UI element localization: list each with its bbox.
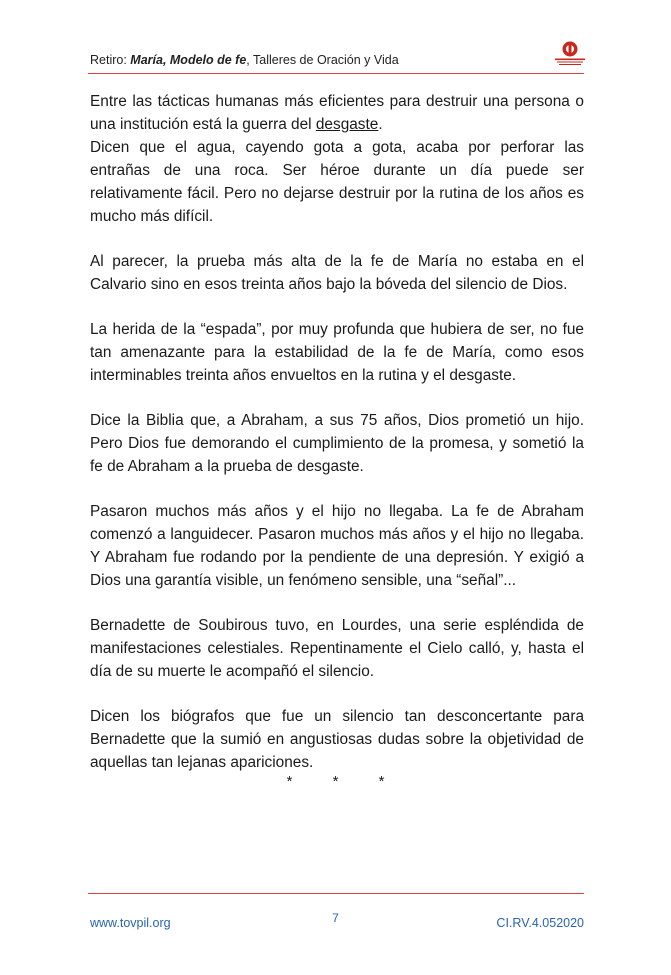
document-body [90,90,584,774]
header-title: María, Modelo de fe [130,53,247,67]
paragraph-3: La herida de la “espada”, por muy profunda que hubiera de ser, no fue tan amenazante para la estabilidad de la fe de María, como esos interminables treinta años envueltos en la rutina y el desgaste. [90,321,584,384]
header-suffix: , Talleres de Oración y Vida [246,53,399,67]
paragraph-4: Dice la Biblia que, a Abraham, a sus 75 años, Dios prometió un hijo. Pero Dios fue demorando el cumplimiento de la promesa, y sometió la fe de Abraham a la prueba de desgaste. [90,412,584,475]
paragraph-5: Pasaron muchos más años y el hijo no llegaba. La fe de Abraham comenzó a languidecer. Pasaron muchos más años y el hijo no llegaba. Y Abraham fue rodando por la pendiente de una depresión. Y exigió a Dios una garantía visible, un fenómeno sensible, una “señal”... [90,503,584,589]
page-header [90,53,399,67]
underlined-word: desgaste [315,116,379,133]
paragraph-7: Dicen los biógrafos que fue un silencio tan desconcertante para Bernadette que la sumió en angustiosas dudas sobre la objetividad de aquellas tan lejanas apariciones. [90,708,584,771]
page-number: 7 [332,911,339,925]
paragraph-2: Al parecer, la prueba más alta de la fe de María no estaba en el Calvario sino en esos treinta años bajo la bóveda del silencio de Dios. [90,253,584,293]
paragraph-6: Bernadette de Soubirous tuvo, en Lourdes, una serie espléndida de manifestaciones celestiales. Repentinamente el Cielo calló, y, hasta el día de su muerte le acompañó el silencio. [90,617,584,680]
section-separator: * * * [286,773,385,790]
tovpil-logo-icon [553,40,587,68]
footer-divider [88,893,584,894]
document-code: CI.RV.4.052020 [496,916,584,930]
footer-website-link[interactable]: www.tovpil.org [90,916,171,930]
paragraph-1: Entre las tácticas humanas más eficientes para destruir una persona o una institución está la guerra del desgaste. Dicen que el agua, cayendo gota a gota, acaba por perforar las entrañas de una roca. Ser héroe durante un día puede ser relativamente fácil. Pero no dejarse destruir por la rutina de los años es mucho más difícil. [90,93,584,225]
header-divider [88,73,584,74]
header-prefix: Retiro: [90,53,131,67]
